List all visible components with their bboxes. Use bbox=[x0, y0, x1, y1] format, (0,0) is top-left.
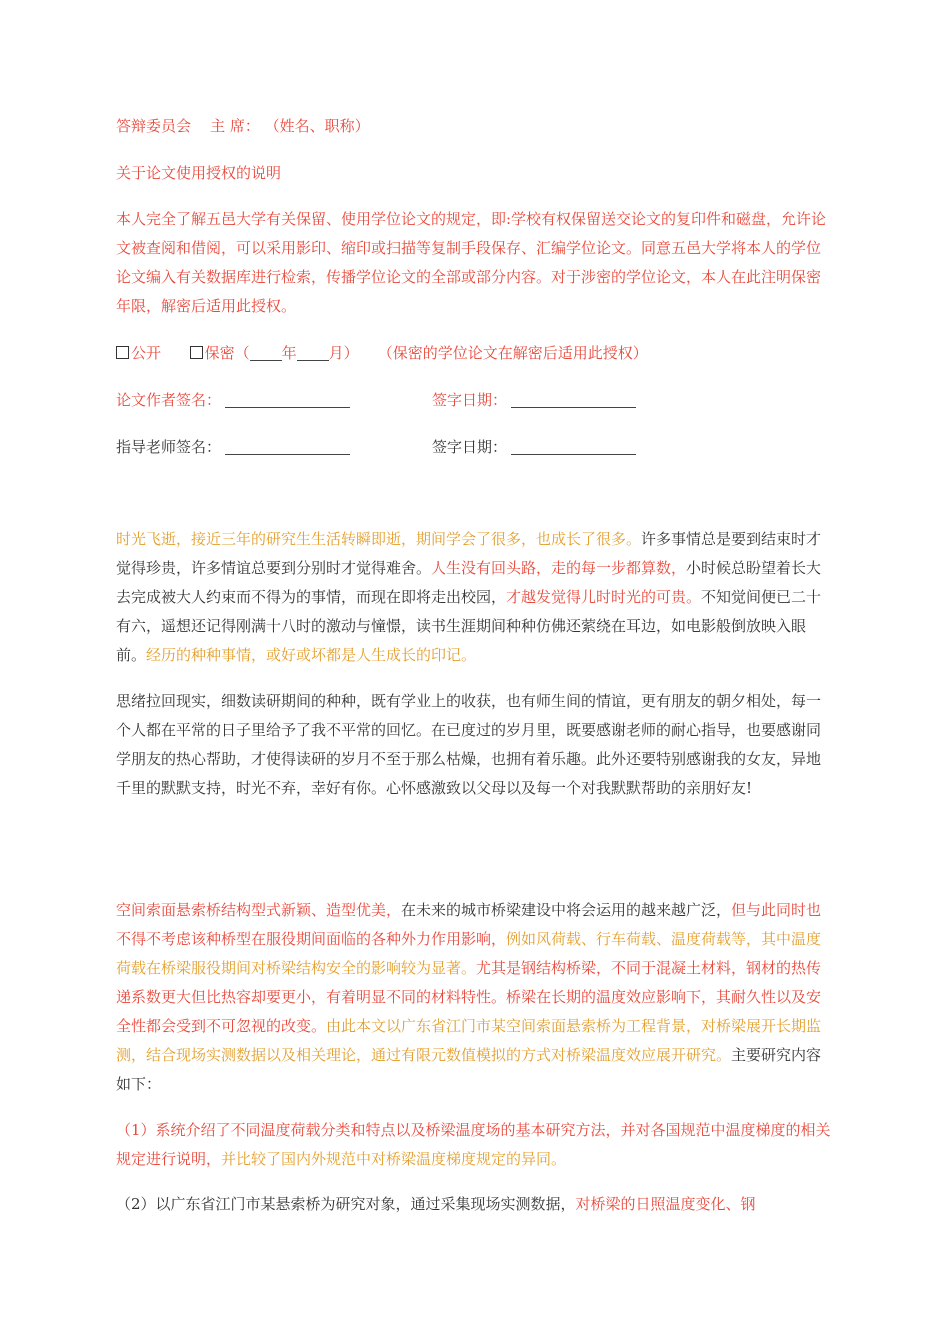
research-item-2 bbox=[116, 1190, 832, 1219]
advisor-date-label: 签字日期： bbox=[432, 438, 508, 456]
ack-p1-e: 才越发觉得儿时时光的可贵。 bbox=[506, 588, 702, 606]
ack-p1-d: 小时候总盼望着长大去完成被大人约束而不得为的事情，而现在即将走出校园， bbox=[116, 559, 822, 606]
ack-p1-c: 人生没有回头路，走的每一步都算数， bbox=[431, 559, 687, 577]
author-date-field[interactable] bbox=[511, 393, 636, 408]
abstract-a2: 在未来的城市桥梁建设中将会运用的越来越广泛， bbox=[401, 901, 732, 919]
item1-b: 并比较了国内外规范中对桥梁温度梯度规定的异同。 bbox=[221, 1150, 567, 1168]
year-blank[interactable] bbox=[250, 346, 282, 361]
public-checkbox[interactable] bbox=[116, 346, 129, 359]
abstract-a5: 尤其是钢结构桥梁，不同于混凝土材料，钢材的热传递系数更大但比热容却要更小，有着明显不同的材料特性。桥梁在长期的温度效应影响下，其耐久性以及安全性都会受到不可忽视的改变。 bbox=[116, 959, 822, 1035]
author-signature-label: 论文作者签名： bbox=[116, 391, 222, 409]
advisor-signature-field[interactable] bbox=[225, 440, 350, 455]
secret-note: （保密的学位论文在解密后适用此授权） bbox=[377, 344, 648, 362]
item2-a: （2）以广东省江门市某悬索桥为研究对象，通过采集现场实测数据， bbox=[116, 1195, 576, 1213]
advisor-signature-label: 指导老师签名： bbox=[116, 438, 222, 456]
authorization-title: 关于论文使用授权的说明 bbox=[116, 164, 282, 182]
advisor-date-group bbox=[432, 436, 636, 458]
committee-line bbox=[116, 115, 370, 137]
author-signature-row bbox=[116, 389, 832, 411]
ack-p1-a: 时光飞逝，接近三年的研究生生活转瞬即逝，期间学会了很多，也成长了很多。 bbox=[116, 530, 642, 548]
advisor-date-field[interactable] bbox=[511, 440, 636, 455]
ack-p1-g: 经历的种种事情，或好或坏都是人生成长的印记。 bbox=[146, 646, 477, 664]
month-label: 月） bbox=[328, 344, 359, 362]
confidentiality-options bbox=[116, 342, 648, 364]
research-item-1 bbox=[116, 1116, 832, 1174]
year-label: 年 bbox=[281, 344, 297, 362]
option-secret-label: 保密（ bbox=[204, 344, 250, 362]
authorization-body: 本人完全了解五邑大学有关保留、使用学位论文的规定，即:学校有权保留送交论文的复印件和磁盘，允许论文被查阅和借阅，可以采用影印、缩印或扫描等复制手段保存、汇编学位论文。同意五邑大学将本人的学位论文编入有关数据库进行检索，传播学位论文的全部或部分内容。对于涉密的学位论文，本人在此注明保密年限，解密后适用此授权。 bbox=[116, 210, 827, 315]
abstract-a3: 但与此同时也不得不考虑该种桥型在服役期间面临的各种外力作用影响， bbox=[116, 901, 822, 948]
ack-p1-f: 不知觉间便已二十有六，遥想还记得刚满十八时的激动与憧憬，读书生涯期间种种仿佛还萦绕在耳边，如电影般倒放映入眼前。 bbox=[116, 588, 822, 664]
abstract-a7: 主要研究内容如下： bbox=[116, 1046, 822, 1093]
committee-name-hint: （姓名、职称） bbox=[264, 117, 370, 135]
committee-chair: 主 席： bbox=[210, 117, 260, 135]
acknowledgement-paragraph-1 bbox=[116, 525, 832, 670]
abstract-a6: 由此本文以广东省江门市某空间索面悬索桥为工程背景，对桥梁展开长期监测，结合现场实测数据以及相关理论，通过有限元数值模拟的方式对桥梁温度效应展开研究。 bbox=[116, 1017, 822, 1064]
option-public-label: 公开 bbox=[131, 344, 162, 362]
committee-label: 答辩委员会 bbox=[116, 117, 192, 135]
secret-checkbox[interactable] bbox=[190, 346, 203, 359]
author-signature-field[interactable] bbox=[225, 393, 350, 408]
abstract-a4: 例如风荷载、行车荷载、温度荷载等，其中温度荷载在桥梁服役期间对桥梁结构安全的影响较为显著。 bbox=[116, 930, 822, 977]
abstract-paragraph bbox=[116, 896, 832, 1099]
month-blank[interactable] bbox=[297, 346, 329, 361]
ack-p1-b: 许多事情总是要到结束时才觉得珍贵，许多情谊总要到分别时才觉得难舍。 bbox=[116, 530, 822, 577]
abstract-a1: 空间索面悬索桥结构型式新颖、造型优美， bbox=[116, 901, 402, 919]
acknowledgement-paragraph-2: 思绪拉回现实，细数读研期间的种种，既有学业上的收获，也有师生间的情谊，更有朋友的朝夕相处，每一个人都在平常的日子里给予了我不平常的回忆。在已度过的岁月里，既要感谢老师的耐心指导，也要感谢同学朋友的热心帮助，才使得读研的岁月不至于那么枯燥，也拥有着乐趣。此外还要特别感谢我的女友，异地千里的默默支持，时光不弃，幸好有你。心怀感激致以父母以及每一个对我默默帮助的亲朋好友! bbox=[116, 692, 822, 797]
author-date-group bbox=[432, 389, 636, 411]
author-date-label: 签字日期： bbox=[432, 391, 508, 409]
item2-b: 对桥梁的日照温度变化、钢 bbox=[575, 1195, 756, 1213]
advisor-signature-row bbox=[116, 436, 832, 458]
item1-a: （1）系统介绍了不同温度荷载分类和特点以及桥梁温度场的基本研究方法，并对各国规范中温度梯度的相关规定进行说明， bbox=[116, 1121, 831, 1168]
